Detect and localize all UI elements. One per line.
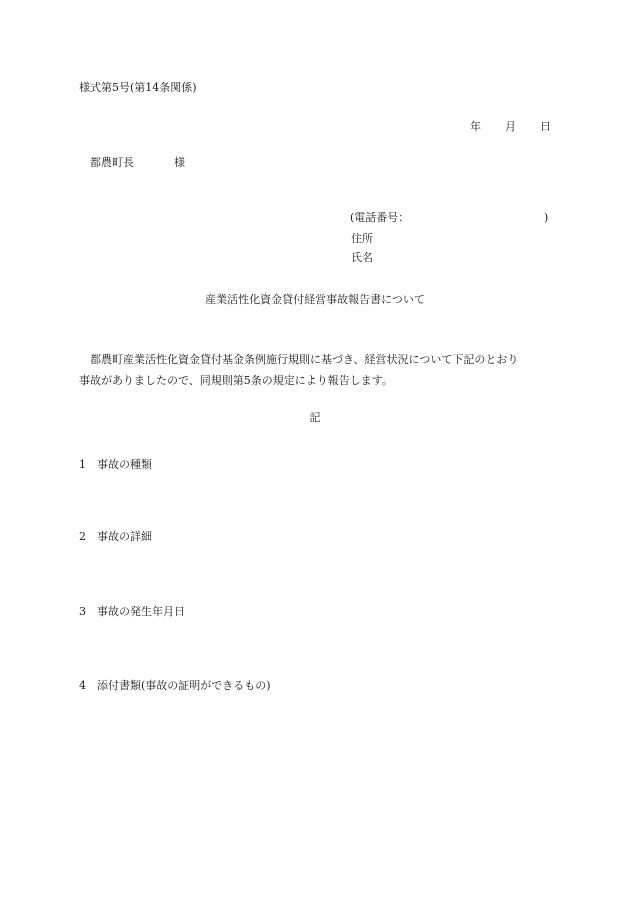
body-line-1: 都農町産業活性化資金貸付基金条例施行規則に基づき、経営状況について下記のとおり — [90, 353, 519, 366]
item-attachments — [79, 680, 271, 691]
body-paragraph — [79, 349, 551, 391]
item-label: 添付書類(事故の証明ができるもの) — [97, 679, 271, 692]
date-line — [470, 121, 551, 132]
document-title: 産業活性化資金貸付経営事故報告書について — [205, 293, 425, 306]
item-number: 4 — [79, 679, 86, 692]
item-label: 事故の詳細 — [97, 530, 152, 543]
item-accident-date — [79, 606, 185, 617]
item-number: 1 — [79, 458, 86, 471]
body-line-2: 事故がありましたので、同規則第5条の規定により報告します。 — [79, 374, 393, 387]
item-number: 3 — [79, 605, 86, 618]
date-year-label: 年 — [470, 120, 481, 133]
name-label: 氏名 — [351, 251, 373, 264]
form-number: 様式第5号(第14条関係) — [79, 81, 197, 94]
item-label: 事故の発生年月日 — [97, 605, 185, 618]
addressee-name: 都農町長 — [90, 156, 134, 169]
phone-label: (電話番号： — [350, 211, 410, 224]
item-label: 事故の種類 — [97, 458, 152, 471]
addressee — [90, 157, 185, 168]
date-month-label: 月 — [505, 120, 516, 133]
item-accident-type — [79, 459, 152, 470]
phone-close-paren: ) — [544, 211, 549, 224]
item-accident-details — [79, 531, 152, 542]
item-number: 2 — [79, 530, 86, 543]
date-day-label: 日 — [540, 120, 551, 133]
phone-field — [350, 211, 549, 224]
addressee-honorific: 様 — [174, 156, 185, 169]
address-label: 住所 — [351, 232, 373, 245]
ki-heading: 記 — [309, 411, 321, 424]
